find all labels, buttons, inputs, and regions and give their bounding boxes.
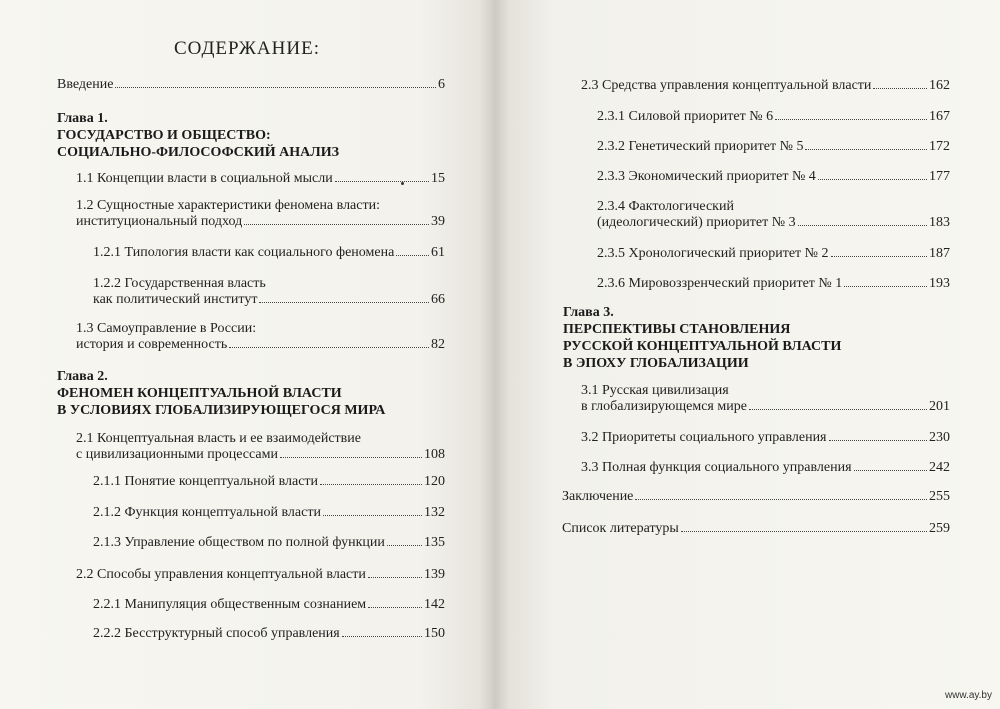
chapter-3-title-line3: В ЭПОХУ ГЛОБАЛИЗАЦИИ xyxy=(563,356,749,371)
chapter-2-title-line2: В УСЛОВИЯХ ГЛОБАЛИЗИРУЮЩЕГОСЯ МИРА xyxy=(57,403,386,418)
toc-entry-2-2: 2.2 Способы управления концептуальной власти 139 xyxy=(76,567,445,582)
toc-entry-1-3-line1: 1.3 Самоуправление в России: xyxy=(76,321,257,336)
chapter-3-title-line2: РУССКОЙ КОНЦЕПТУАЛЬНОЙ ВЛАСТИ xyxy=(563,339,842,354)
toc-entry-1-2-line1: 1.2 Сущностные характеристики феномена власти: xyxy=(76,198,380,213)
toc-entry-2-3: 2.3 Средства управления концептуальной власти 162 xyxy=(581,78,950,93)
toc-entry-references: Список литературы 259 xyxy=(562,521,950,536)
toc-entry-2-1-3: 2.1.3 Управление обществом по полной функции 135 xyxy=(93,535,445,550)
toc-title: СОДЕРЖАНИЕ: xyxy=(174,38,320,59)
toc-entry-2-1-line1: 2.1 Концептуальная власть и ее взаимодействие xyxy=(76,431,361,446)
toc-entry-2-1-2: 2.1.2 Функция концептуальной власти 132 xyxy=(93,505,445,520)
toc-entry-1-2-2: как политический институт 66 xyxy=(93,292,445,307)
left-page xyxy=(0,0,494,709)
toc-entry-3-2: 3.2 Приоритеты социального управления 230 xyxy=(581,430,950,445)
toc-entry-3-1-line1: 3.1 Русская цивилизация xyxy=(581,383,729,398)
chapter-1-title-line1: ГОСУДАРСТВО И ОБЩЕСТВО: xyxy=(57,128,271,143)
toc-entry-2-3-5: 2.3.5 Хронологический приоритет № 2 187 xyxy=(597,246,950,261)
toc-entry-2-1: с цивилизационными процессами 108 xyxy=(76,447,445,462)
toc-entry-conclusion: Заключение 255 xyxy=(562,489,950,504)
watermark: www.ay.by xyxy=(944,690,992,701)
toc-entry-2-3-6: 2.3.6 Мировоззренческий приоритет № 1 193 xyxy=(597,276,950,291)
toc-entry-2-3-4: (идеологический) приоритет № 3 183 xyxy=(597,215,950,230)
toc-entry-introduction: Введение 6 xyxy=(57,77,445,92)
ink-speck xyxy=(401,182,404,185)
toc-entry-2-1-1: 2.1.1 Понятие концептуальной власти 120 xyxy=(93,474,445,489)
right-page xyxy=(494,0,1000,709)
toc-entry-2-3-4-line1: 2.3.4 Фактологический xyxy=(597,199,734,214)
toc-entry-1-2-2-line1: 1.2.2 Государственная власть xyxy=(93,276,266,291)
toc-entry-2-3-1: 2.3.1 Силовой приоритет № 6 167 xyxy=(597,109,950,124)
toc-entry-2-3-2: 2.3.2 Генетический приоритет № 5 172 xyxy=(597,139,950,154)
toc-entry-3-3: 3.3 Полная функция социального управления 242 xyxy=(581,460,950,475)
toc-entry-1-1: 1.1 Концепции власти в социальной мысли 15 xyxy=(76,171,445,186)
toc-entry-2-3-3: 2.3.3 Экономический приоритет № 4 177 xyxy=(597,169,950,184)
chapter-3-title-line1: ПЕРСПЕКТИВЫ СТАНОВЛЕНИЯ xyxy=(563,322,791,337)
chapter-2-label: Глава 2. xyxy=(57,369,108,384)
chapter-1-label: Глава 1. xyxy=(57,111,108,126)
toc-entry-1-2: институциональный подход 39 xyxy=(76,214,445,229)
toc-entry-2-2-2: 2.2.2 Бесструктурный способ управления 150 xyxy=(93,626,445,641)
toc-entry-2-2-1: 2.2.1 Манипуляция общественным сознанием 142 xyxy=(93,597,445,612)
toc-entry-1-2-1: 1.2.1 Типология власти как социального феномена 61 xyxy=(93,245,445,260)
toc-entry-3-1: в глобализирующемся мире 201 xyxy=(581,399,950,414)
toc-entry-1-3: история и современность 82 xyxy=(76,337,445,352)
chapter-2-title-line1: ФЕНОМЕН КОНЦЕПТУАЛЬНОЙ ВЛАСТИ xyxy=(57,386,342,401)
chapter-3-label: Глава 3. xyxy=(563,305,614,320)
chapter-1-title-line2: СОЦИАЛЬНО-ФИЛОСОФСКИЙ АНАЛИЗ xyxy=(57,145,339,160)
